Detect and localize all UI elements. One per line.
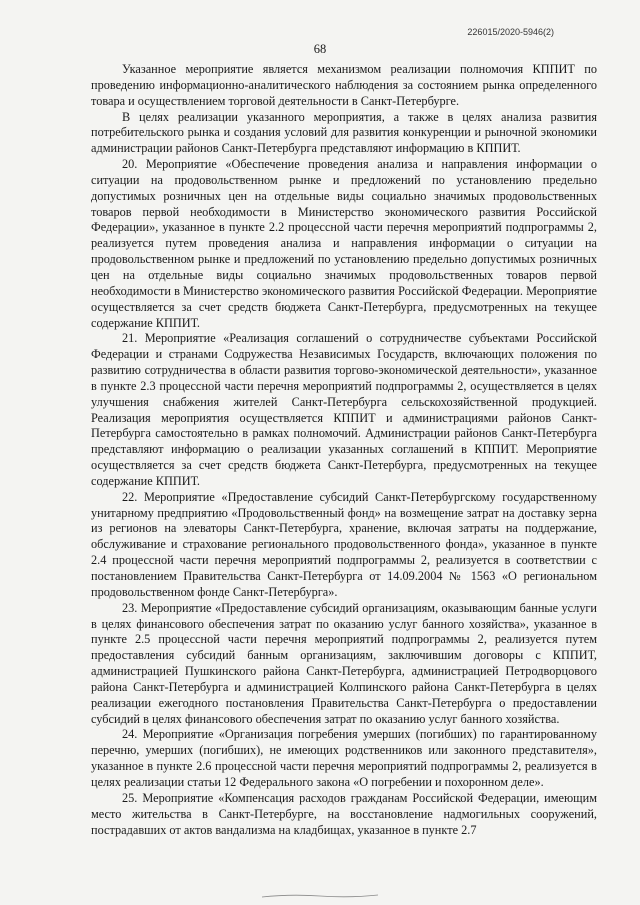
paragraph-item-20: 20. Мероприятие «Обеспечение проведения анализа и направления информации о ситуации на продовольственном рынке и предложений по установлению предельно допустимых розничных цен на отдельные виды социально значимых продовольственных товаров первой необходимости в Министерство экономического развития Российской Федерации», указанное в пункте 2.2 процессной части перечня мероприятий подпрограммы 2, реализуется путем проведения анализа и направления информации о ситуации на продовольственном рынке и предложений по установлению предельно допустимых розничных цен на отдельные виды социально значимых продовольственных товаров первой необходимости в Министерство экономического развития Российской Федерации. Мероприятие осуществляется за счет средств бюджета Санкт-Петербурга, предусмотренных на текущее содержание КППИТ. [91,157,597,330]
paragraph-intro-2: В целях реализации указанного мероприятия, а также в целях анализа развития потребительского рынка и создания условий для развития конкуренции и рыночной экономики администрации районов Санкт-Петербурга представляют информацию в КППИТ. [91,109,597,156]
paragraph-item-23: 23. Мероприятие «Предоставление субсидий организациям, оказывающим банные услуги в целях финансового обеспечения затрат по оказанию услуг банного хозяйства», указанное в пункте 2.5 процессной части перечня мероприятий подпрограммы 2, реализуется путем предоставления субсидий банным организациям, заключившим договоры с КППИТ, администрацией Пушкинского района Санкт-Петербурга, администрацией Петродворцового района Санкт-Петербурга и администрацией Колпинского района Санкт-Петербурга в целях реализации ежегодного постановления Правительства Санкт-Петербурга о предоставлении субсидий в целях финансового обеспечения затрат по оказанию услуг банного хозяйства. [91,600,597,726]
document-body [91,62,597,838]
paragraph-intro: Указанное мероприятие является механизмом реализации полномочия КППИТ по проведению информационно-аналитического наблюдения за состоянием рынка определенного товара и осуществлением торговой деятельности в Санкт-Петербурге. [91,62,597,108]
document-id: 226015/2020-5946(2) [467,27,554,37]
page-number: 68 [313,42,327,56]
scan-mark [260,893,380,899]
paragraph-item-22: 22. Мероприятие «Предоставление субсидий Санкт-Петербургскому государственному унитарному предприятию «Продовольственный фонд» на возмещение затрат на доставку зерна из регионов на элеваторы Санкт-Петербурга, хранение, включая затраты на поддержание, обслуживание и страхование регионального продовольственного фонда», указанное в пункте 2.4 процессной части перечня мероприятий подпрограммы 2, реализуется в соответствии с постановлением Правительства Санкт-Петербурга от 14.09.2004 № 1563 «О региональном продовольственном фонде Санкт-Петербурга». [91,489,597,599]
paragraph-item-25: 25. Мероприятие «Компенсация расходов гражданам Российской Федерации, имеющим место жительства в Санкт-Петербурге, на восстановление надмогильных сооружений, пострадавших от актов вандализма на кладбищах, указанное в пункте 2.7 [91,790,597,837]
paragraph-item-21: 21. Мероприятие «Реализация соглашений о сотрудничестве субъектами Российской Федерации и странами Содружества Независимых Государств, включающих положения по развитию сотрудничества в области развития торгово-экономической деятельности», указанное в пункте 2.3 процессной части перечня мероприятий подпрограммы 2, осуществляется в целях улучшения снабжения жителей Санкт-Петербурга сельскохозяйственной продукцией. Реализация мероприятия осуществляется КППИТ и администрациями районов Санкт-Петербурга самостоятельно в рамках полномочий. Администрации районов Санкт-Петербурга представляют информацию о реализации указанных соглашений в КППИТ. Мероприятие осуществляется за счет средств бюджета Санкт-Петербурга, предусмотренных на текущее содержание КППИТ. [91,331,597,488]
paragraph-item-24: 24. Мероприятие «Организация погребения умерших (погибших) по гарантированному перечню, умерших (погибших), не имеющих родственников или законного представителя», указанное в пункте 2.6 процессной части перечня мероприятий подпрограммы 2, реализуется в целях реализации статьи 12 Федерального закона «О погребении и похоронном деле». [91,727,597,789]
